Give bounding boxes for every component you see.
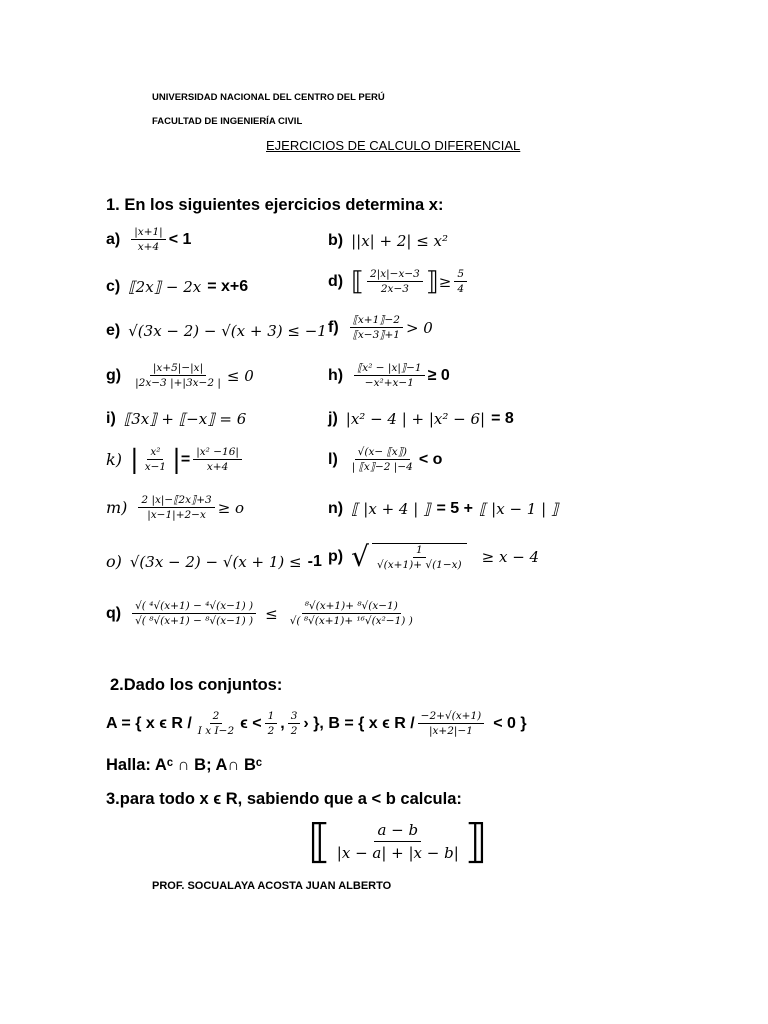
question-3-heading: 3.para todo x ϵ R, sabiendo que a < b calcula: — [106, 790, 462, 808]
exercise-k: k) | $\frac{\text{x²}}{x-1}$ | = $\frac{\text{|x² −16|}}{x+4}$ — [106, 446, 245, 473]
label-f: f) — [328, 318, 339, 336]
exercise-l: l) $\frac{√(x- ⟦x⟧)}{| ⟦x⟧-2 |-4}$ < o — [328, 446, 443, 473]
label-g: g) — [106, 366, 122, 384]
exercise-b: b) ||x| + 2| ≤ x² — [328, 232, 449, 250]
university-name: UNIVERSIDAD NACIONAL DEL CENTRO DEL PERÚ — [152, 92, 385, 103]
label-q: q) — [106, 604, 122, 622]
exercise-d: d) ⟦ $\frac{2|x|-x-3}{2x-3}$ ⟧ ≥ $\frac{5}{4}$ — [328, 268, 470, 295]
label-j: j) — [328, 410, 338, 427]
exercise-3-expression: ⟦ $\frac{a - b}{|x - a| + |x - b|}$ ⟧ — [308, 814, 488, 868]
label-l: l) — [328, 450, 338, 468]
label-e: e) — [106, 322, 121, 339]
exercise-f: f) $\frac{⟦x+1⟧-2}{⟦x-3⟧+1}$ > 0 — [328, 314, 433, 341]
exercise-j: j) |x² − 4 | + |x² − 6| = 8 — [328, 410, 514, 428]
faculty-name: FACULTAD DE INGENIERÍA CIVIL — [152, 116, 303, 127]
exercise-a: a) $\frac{|x+1|}{x+4}$ < 1 — [106, 226, 192, 253]
label-a: a) — [106, 230, 121, 248]
label-k: k) — [106, 450, 122, 469]
label-c: c) — [106, 278, 121, 295]
label-h: h) — [328, 366, 344, 384]
halla-line: Halla: Aᶜ ∩ B; A∩ Bᶜ — [106, 756, 263, 774]
exercise-p: p) √ $\frac{1}{√(x+1)+ √(1-x)}$ ≥ x − 4 — [328, 540, 540, 573]
question-1-heading: 1. En los siguientes ejercicios determina x: — [106, 196, 444, 214]
document-title: EJERCICIOS DE CALCULO DIFERENCIAL — [266, 138, 521, 153]
exercise-h: h) $\frac{\text{⟦x² − |x|⟧−1}}{\text{−x²+x−1}}$ ≥ 0 — [328, 362, 450, 389]
label-d: d) — [328, 272, 344, 290]
label-b: b) — [328, 232, 344, 249]
exercise-m: m) $\frac{2 |x|-⟦2x⟧+3}{|x-1|+2-x}$ ≥ o — [106, 494, 245, 521]
exercise-o: o) √(3x − 2) − √(x + 1) ≤ -1 — [106, 552, 322, 571]
label-m: m) — [106, 498, 128, 517]
label-o: o) — [106, 552, 122, 571]
exercise-i: i) ⟦3x⟧ + ⟦−x⟧ = 6 — [106, 410, 247, 428]
exercise-g: g) $\frac{|x+5|-|x|}{|2x-3 |+|3x-2 |}$ ≤ 0 — [106, 362, 254, 389]
fraction-a: $\frac{|x+1|}{x+4}$ — [131, 226, 165, 253]
exercise-q: q) $\frac{\text{√( ⁴√(x+1) − ⁴√(x−1) )}}{\text{√( ⁸√(x+1) − ⁸√(x−1) )}}$ ≤ $\frac{\text{⁸√(x+1)+ ⁸√(x−1)}}{\text{√( ⁸√(x+1)+ ¹⁶√(x²−1) )}}$ — [106, 600, 413, 627]
exercise-c: c) ⟦2x⟧ − 2x = x+6 — [106, 278, 249, 296]
label-n: n) — [328, 500, 344, 517]
professor-name: PROF. SOCUALAYA ACOSTA JUAN ALBERTO — [152, 880, 392, 892]
label-i: i) — [106, 410, 116, 427]
exercise-e: e) √(3x − 2) − √(x + 3) ≤ −1 — [106, 322, 327, 340]
sets-definition: A = { x ϵ R / $\frac{2}{\text{I x I−2}}$ ϵ < $\frac{1}{2}$ , $\frac{3}{2}$ › }, B = { x ϵ R / $\frac{-2+√(x+1)}{|x+2|-1}$ < 0 } — [106, 710, 527, 737]
exercise-n: n) ⟦ |x + 4 | ⟧ = 5 + ⟦ |x − 1 | ⟧ — [328, 500, 559, 518]
label-p: p) — [328, 547, 344, 565]
question-2-heading: 2.Dado los conjuntos: — [110, 676, 283, 694]
